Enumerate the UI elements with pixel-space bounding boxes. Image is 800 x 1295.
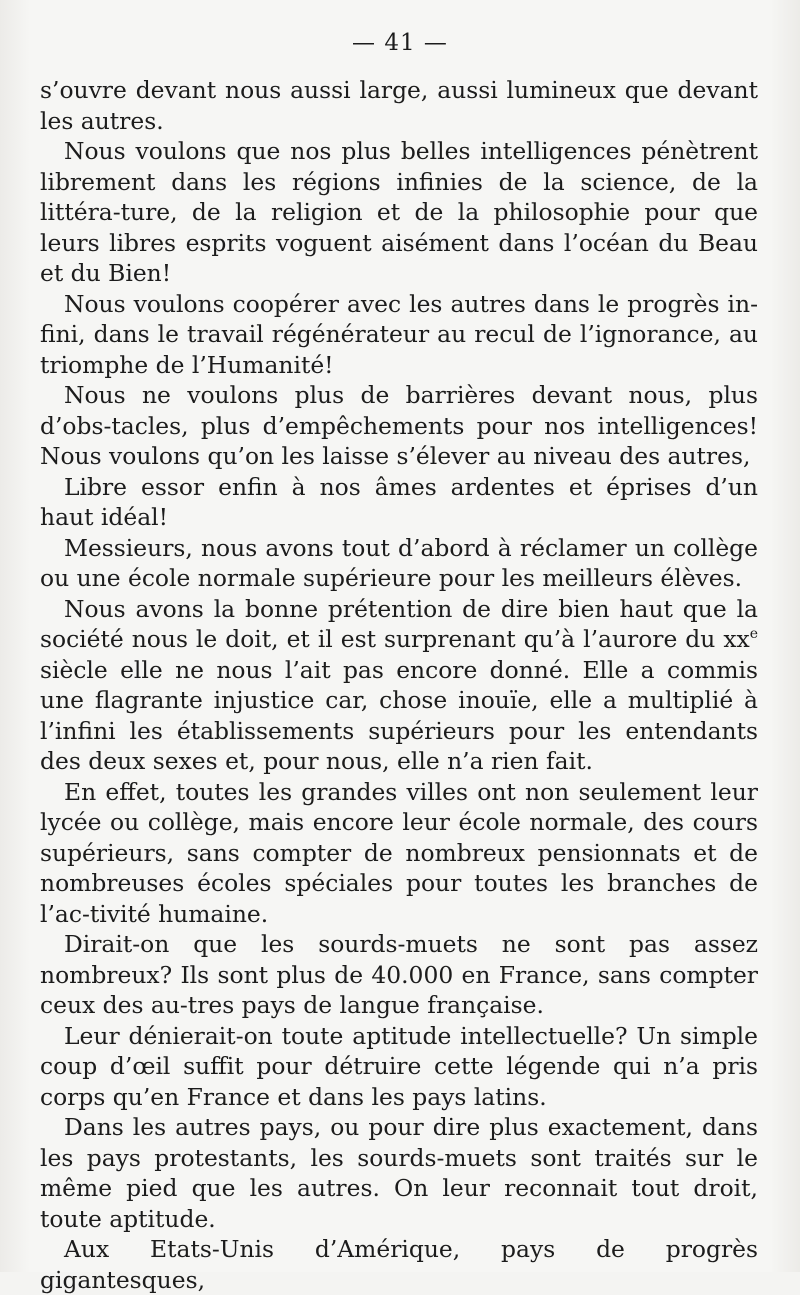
paragraph: Nous voulons que nos plus belles intelligences pénètrent librement dans les régions infinies de la science, de la littéra-ture, de la religion et de la philosophie pour que leurs libres esprits voguent aisément dans l’océan du Beau et du Bien! <box>40 137 758 287</box>
paragraph: Nous ne voulons plus de barrières devant nous, plus d’obs-tacles, plus d’empêchements pour nos intelligences! Nous voulons qu’on les laisse s’élever au niveau des autres, <box>40 381 758 470</box>
paragraph: Aux Etats-Unis d’Amérique, pays de progrès gigantesques, <box>40 1235 758 1294</box>
century-superscript: e <box>749 626 758 643</box>
paragraph: Leur dénierait-on toute aptitude intellectuelle? Un simple coup d’œil suffit pour détruire cette légende qui n’a pris corps qu’en France et dans les pays latins. <box>40 1021 758 1111</box>
page-number: — 41 — <box>352 30 448 56</box>
paragraph: s’ouvre devant nous aussi large, aussi lumineux que devant les autres. <box>40 76 758 135</box>
century-numeral: xx <box>723 625 750 653</box>
paragraph-text: Nous avons la bonne prétention de dire bien haut que la société nous le doit, et il est surprenant qu’à l’aurore du <box>40 594 758 653</box>
paragraph: Dirait-on que les sourds-muets ne sont pas assez nombreux? Ils sont plus de 40.000 en France, sans compter ceux des au-tres pays de langue française. <box>40 930 758 1019</box>
body-text <box>40 75 758 1295</box>
paragraph <box>40 594 758 777</box>
paragraph: En effet, toutes les grandes villes ont non seulement leur lycée ou collège, mais encore leur école normale, des cours supérieurs, sans compter de nombreux pensionnats et de nombreuses écoles spéciales pour toutes les branches de l’ac-tivité humaine. <box>40 777 758 928</box>
paragraph: Libre essor enfin à nos âmes ardentes et éprises d’un haut idéal! <box>40 472 758 531</box>
paragraph: Nous voulons coopérer avec les autres dans le progrès in-fini, dans le travail régénérateur au recul de l’ignorance, au triomphe de l’Humanité! <box>40 289 758 379</box>
paragraph-text-continued: siècle elle ne nous l’ait pas encore donné. Elle a commis une flagrante injustice car, chose inouïe, elle a multiplié à l’infini les établissements supérieurs pour les entendants des deux sexes et, pour nous, elle n’a rien fait. <box>40 655 758 775</box>
paragraph: Messieurs, nous avons tout d’abord à réclamer un collège ou une école normale supérieure pour les meilleurs élèves. <box>40 533 758 592</box>
paragraph: Dans les autres pays, ou pour dire plus exactement, dans les pays protestants, les sourds-muets sont traités sur le même pied que les autres. On leur reconnait tout droit, toute aptitude. <box>40 1113 758 1233</box>
